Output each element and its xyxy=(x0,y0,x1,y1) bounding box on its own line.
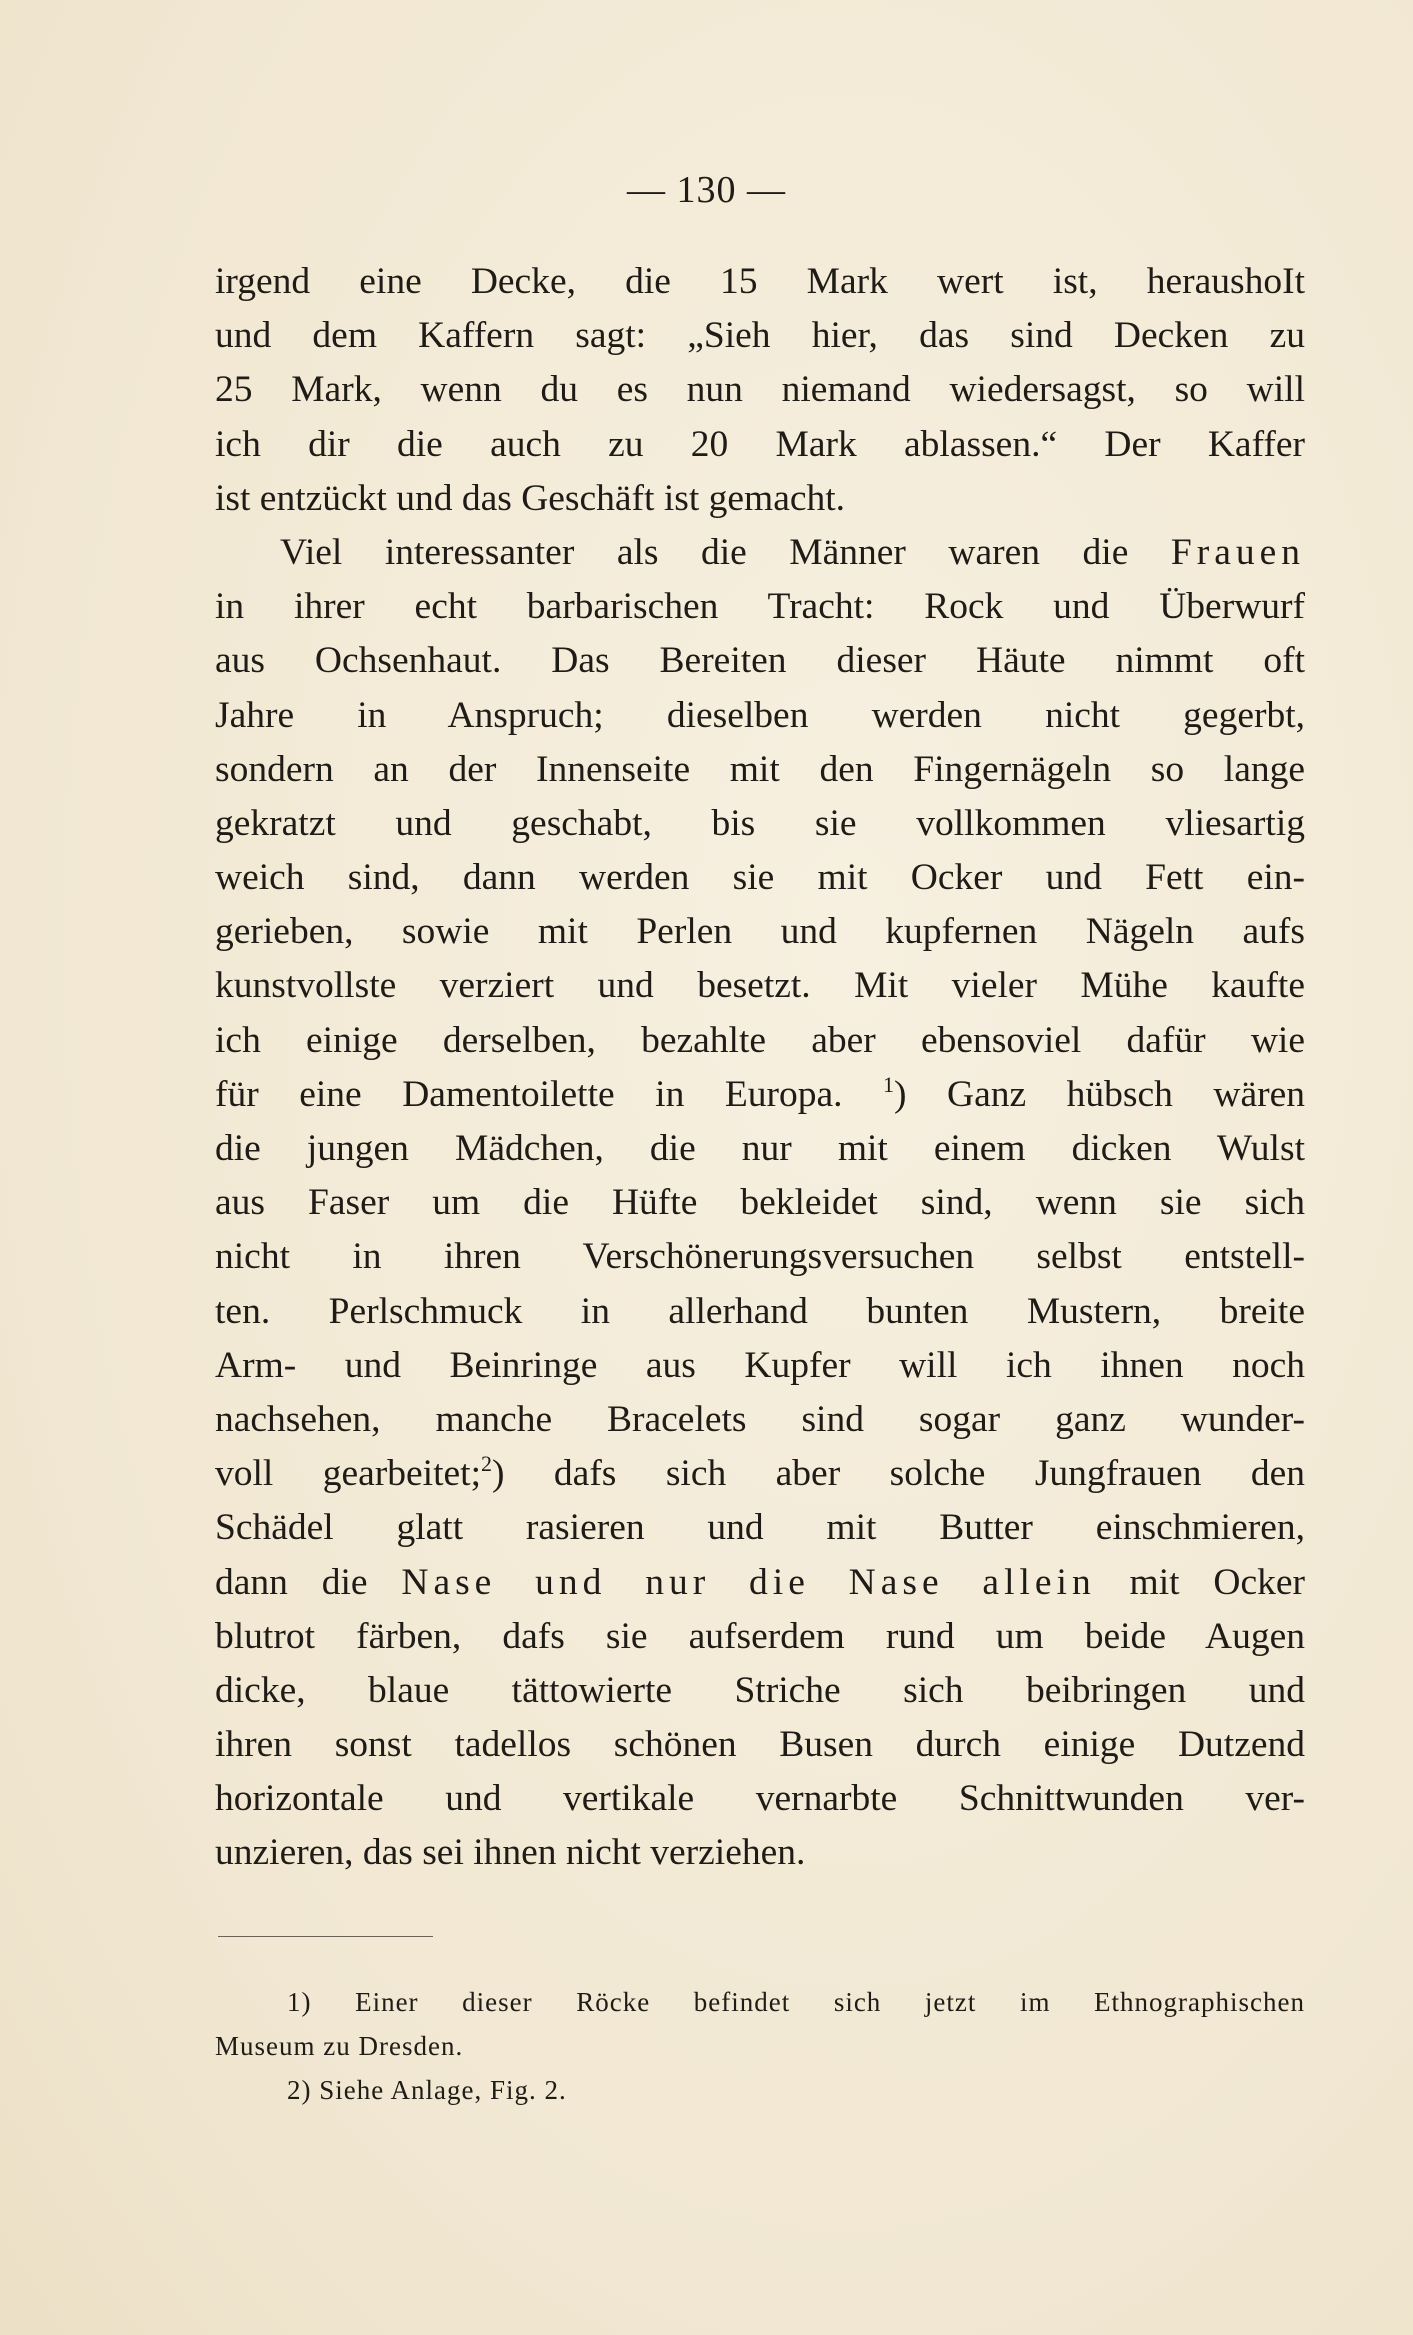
text-line: ich einige derselben, bezahlte aber ebensoviel dafür wie xyxy=(215,1019,1305,1061)
text-line: die jungen Mädchen, die nur mit einem dicken Wulst xyxy=(215,1128,1305,1169)
text-line: dicke, blaue tättowierte Striche sich beibringen und xyxy=(215,1669,1305,1711)
text-segment: ) Ganz hübsch wären xyxy=(894,1073,1306,1115)
text-segment: ) dafs sich aber solche Jungfrauen den xyxy=(492,1453,1306,1495)
text-line: nicht in ihren Verschönerungsversuchen selbst entstell- xyxy=(215,1236,1305,1278)
spaced-phrase: Nase und nur die Nase allein xyxy=(401,1561,1096,1603)
page-number: — 130 — xyxy=(627,169,786,211)
text-line: Arm- und Beinringe aus Kupfer will ich ihnen noch xyxy=(215,1344,1305,1386)
body-text xyxy=(215,255,1305,1881)
text-line: ich dir die auch zu 20 Mark ablassen.“ Der Kaffer xyxy=(215,423,1305,465)
footnote-ref-1: 1 xyxy=(883,1071,895,1097)
text-line: nachsehen, manche Bracelets sind sogar ganz wunder- xyxy=(215,1398,1305,1440)
text-segment: voll gearbeitet; xyxy=(215,1453,482,1495)
text-line: sondern an der Innenseite mit den Fingernägeln so lange xyxy=(215,748,1305,790)
text-line: unzieren, das sei ihnen nicht verziehen. xyxy=(215,1832,806,1874)
spaced-word: Frauen xyxy=(1170,531,1305,573)
text-line xyxy=(215,1447,1305,1501)
text-segment: Viel interessanter als die Männer waren die xyxy=(280,531,1129,573)
footnote-1: 1) Einer dieser Röcke befindet sich jetzt im Ethnographischen xyxy=(287,1987,1305,2017)
text-line xyxy=(215,526,1305,580)
text-segment: für eine Damentoilette in Europa. xyxy=(215,1073,843,1115)
text-line: ihren sonst tadellos schönen Busen durch einige Dutzend xyxy=(215,1724,1305,1766)
text-line: ten. Perlschmuck in allerhand bunten Mustern, breite xyxy=(215,1290,1305,1332)
text-line: irgend eine Decke, die 15 Mark wert ist, heraushoIt xyxy=(215,261,1305,302)
text-segment: dann die xyxy=(215,1561,368,1603)
text-line: Jahre in Anspruch; dieselben werden nicht gegerbt, xyxy=(215,694,1305,736)
text-line xyxy=(215,1068,1305,1122)
text-line: Schädel glatt rasieren und mit Butter einschmieren, xyxy=(215,1507,1305,1549)
footnote-ref-2: 2 xyxy=(481,1451,493,1477)
text-line: und dem Kaffern sagt: „Sieh hier, das sind Decken zu xyxy=(215,315,1305,357)
text-line: ist entzückt und das Geschäft ist gemacht. xyxy=(215,477,846,519)
text-line: gerieben, sowie mit Perlen und kupfernen Nägeln aufs xyxy=(215,911,1305,953)
text-segment: mit Ocker xyxy=(1095,1561,1305,1603)
text-line: 25 Mark, wenn du es nun niemand wiedersagst, so will xyxy=(215,369,1305,411)
footnote-2: 2) Siehe Anlage, Fig. 2. xyxy=(287,2075,567,2105)
text-line xyxy=(215,1556,1305,1610)
text-line: kunstvollste verziert und besetzt. Mit vieler Mühe kaufte xyxy=(215,965,1305,1007)
text-line: gekratzt und geschabt, bis sie vollkommen vliesartig xyxy=(215,802,1305,844)
text-line: weich sind, dann werden sie mit Ocker und Fett ein- xyxy=(215,857,1305,899)
footnote-1-continuation: Museum zu Dresden. xyxy=(215,2031,464,2061)
text-line: blutrot färben, dafs sie aufserdem rund um beide Augen xyxy=(215,1615,1305,1657)
text-line: aus Faser um die Hüfte bekleidet sind, wenn sie sich xyxy=(215,1182,1305,1224)
text-line: horizontale und vertikale vernarbte Schnittwunden ver- xyxy=(215,1778,1305,1820)
text-line: in ihrer echt barbarischen Tracht: Rock und Überwurf xyxy=(215,586,1305,628)
footnote-divider xyxy=(218,1936,433,1937)
text-line: aus Ochsenhaut. Das Bereiten dieser Häute nimmt oft xyxy=(215,640,1305,682)
footnotes xyxy=(215,1980,1305,2112)
